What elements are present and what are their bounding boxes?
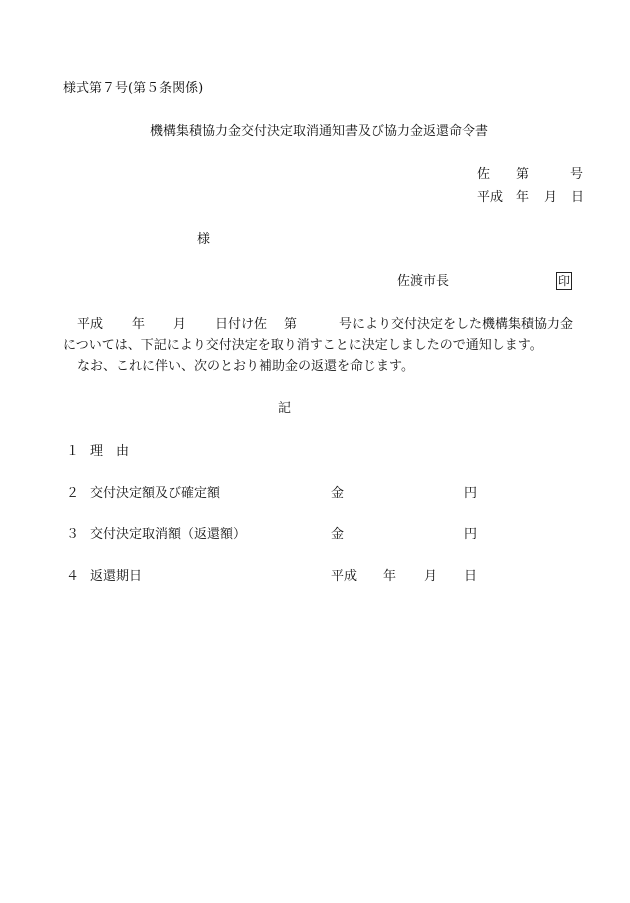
item-label: 交付決定取消額（返還額） — [90, 527, 247, 542]
seal-label: 印 — [558, 274, 571, 288]
ref-dai: 第 — [516, 167, 530, 182]
item-number: １ — [66, 444, 80, 459]
body-month: 月 — [173, 317, 187, 332]
date-era: 平成 — [477, 190, 504, 205]
ki-heading: 記 — [278, 401, 292, 416]
item-day: 日 — [464, 569, 478, 584]
item-label: 交付決定額及び確定額 — [90, 486, 221, 501]
item-era: 平成 — [331, 569, 358, 584]
date-year: 年 — [516, 190, 530, 205]
item-label: 返還期日 — [90, 569, 143, 584]
item-yen: 円 — [464, 527, 478, 542]
item-number: ２ — [66, 486, 80, 501]
item-number: ３ — [66, 527, 80, 542]
ref-gou: 号 — [570, 167, 584, 182]
body-line1-rest: 号により交付決定をした機構集積協力金 — [339, 317, 574, 332]
body-dated: 日付け佐 — [215, 317, 268, 332]
body-year: 年 — [132, 317, 146, 332]
document-title: 機構集積協力金交付決定取消通知書及び協力金返還命令書 — [150, 124, 489, 139]
body-line3: なお、これに伴い、次のとおり補助金の返還を命じます。 — [77, 359, 414, 374]
item-label: 理 由 — [90, 444, 130, 459]
item-yen: 円 — [464, 486, 478, 501]
date-day: 日 — [571, 190, 585, 205]
date-month: 月 — [544, 190, 558, 205]
item-year: 年 — [383, 569, 397, 584]
item-month: 月 — [424, 569, 438, 584]
form-label: 様式第７号(第５条関係) — [63, 81, 204, 96]
item-kin: 金 — [331, 486, 345, 501]
seal-mark — [556, 272, 572, 290]
body-era: 平成 — [77, 317, 104, 332]
body-dai: 第 — [284, 317, 298, 332]
ref-prefix: 佐 — [477, 167, 491, 182]
issuer-name: 佐渡市長 — [397, 274, 450, 289]
body-line2: については、下記により交付決定を取り消すことに決定しましたので通知します。 — [63, 338, 543, 353]
item-kin: 金 — [331, 527, 345, 542]
item-number: ４ — [66, 569, 80, 584]
addressee-suffix: 様 — [197, 232, 211, 247]
